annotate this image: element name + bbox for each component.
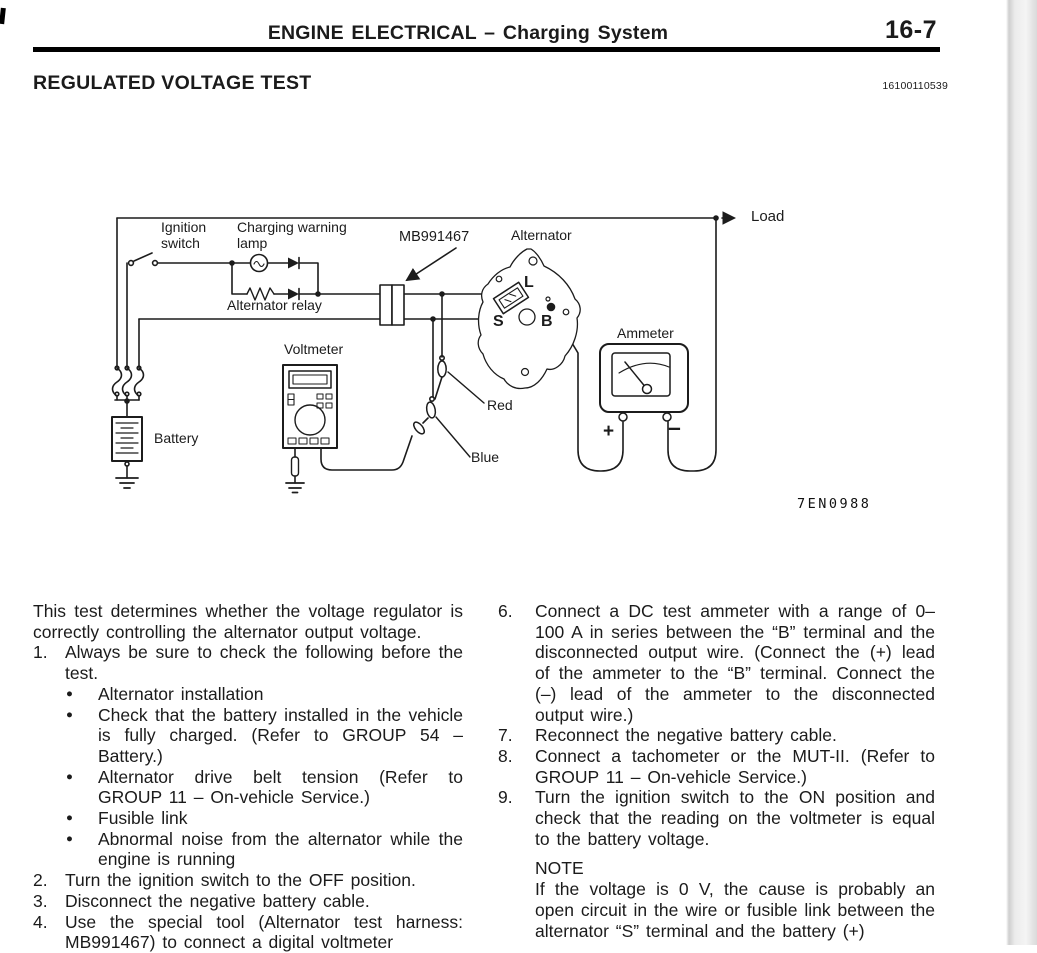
ammeter-minus-label: – <box>668 414 681 440</box>
item-number: 2. <box>33 870 48 891</box>
blue-leader-line <box>436 417 470 457</box>
ammeter-plus-label: + <box>603 421 615 442</box>
mb991467-leader-line <box>407 248 456 280</box>
battery-ground-icon <box>116 478 138 488</box>
test-harness-connector <box>380 248 456 325</box>
list-item <box>33 912 463 953</box>
instructions-left-column <box>33 601 463 953</box>
item-text: Connect a tachometer or the MUT-II. (Refer to GROUP 11 – On-vehicle Service.) <box>535 745 935 787</box>
item-text: Disconnect the negative battery cable. <box>65 890 370 911</box>
bullet-item: ● Alternator installation <box>65 684 463 705</box>
item-number: 6. <box>498 601 513 621</box>
page-number: 16-7 <box>884 16 937 44</box>
warning-lamp-symbol <box>229 255 318 295</box>
bullet-item: ● Abnormal noise from the alternator while the engine is running <box>65 829 463 870</box>
item-number: 8. <box>498 745 513 766</box>
ignition-switch-symbol <box>129 253 232 265</box>
list-item <box>498 746 935 787</box>
terminal-l-label: L <box>524 274 534 291</box>
label-blue-lead: Blue <box>471 449 500 465</box>
b-terminal-dot <box>547 303 556 312</box>
label-battery: Battery <box>154 430 199 446</box>
item-text: Use the special tool (Alternator test harness: MB991467) to connect a digital voltmeter <box>65 911 463 953</box>
section-title: REGULATED VOLTAGE TEST <box>33 72 312 94</box>
label-alternator: Alternator <box>511 227 572 243</box>
figure-id: 7EN0988 <box>797 496 872 512</box>
bullet-item: ● Fusible link <box>65 808 463 829</box>
wiring-diagram <box>0 200 1037 520</box>
terminal-b-label: B <box>541 313 553 330</box>
item-text: Turn the ignition switch to the OFF position. <box>65 870 416 891</box>
item-number: 7. <box>498 725 513 746</box>
list-item <box>498 601 935 725</box>
list-item <box>498 725 935 746</box>
fusible-links <box>113 218 144 404</box>
label-charging-warning-lamp: Charging warning lamp <box>237 219 347 251</box>
s-terminal-wire <box>139 308 506 319</box>
label-ignition-switch: Ignition switch <box>161 219 207 251</box>
label-voltmeter: Voltmeter <box>284 341 344 357</box>
instructions-right-column <box>498 601 935 941</box>
label-ammeter: Ammeter <box>617 325 674 341</box>
wiring-diagram-figure <box>0 200 1037 520</box>
label-load: Load <box>751 208 785 225</box>
note-text: If the voltage is 0 V, the cause is probably an open circuit in the wire or fusible link between the alternator “S” terminal and the battery (+) <box>535 879 935 941</box>
terminal-s-label: S <box>493 313 504 330</box>
item-number: 9. <box>498 787 513 808</box>
red-test-connector <box>435 291 446 399</box>
item-text: Reconnect the negative battery cable. <box>535 725 837 746</box>
list-item <box>33 642 463 870</box>
scan-edge-shadow <box>1006 0 1037 945</box>
item-number: 3. <box>33 890 48 911</box>
red-leader-line <box>448 372 484 403</box>
bullet-item: ● Check that the battery installed in the vehicle is fully charged. (Refer to GROUP 54 – Battery.) <box>65 705 463 767</box>
ammeter-symbol <box>600 344 688 421</box>
item-text: Turn the ignition switch to the ON position and check that the reading on the voltmeter is equal to the battery voltage. <box>535 787 935 849</box>
label-mb991467: MB991467 <box>399 229 470 245</box>
blue-test-connector <box>412 316 437 435</box>
scan-corner-mark <box>0 8 6 24</box>
note-heading: NOTE <box>535 858 584 879</box>
item-number: 4. <box>33 911 48 932</box>
voltmeter-probe <box>292 457 299 476</box>
label-red-lead: Red <box>487 397 513 413</box>
label-alternator-relay: Alternator relay <box>227 297 322 313</box>
section-doc-code: 16100110539 <box>882 80 948 92</box>
item-text: Connect a DC test ammeter with a range of 0–100 A in series between the “B” terminal and the disconnected output wire. (Connect the (+) lead of the ammeter to the “B” terminal. Connect the (–) lead of the ammeter to the disconnected output wire.) <box>535 601 935 725</box>
list-item <box>33 891 463 912</box>
intro-paragraph: This test determines whether the voltage regulator is correctly controlling the alternator output voltage. <box>33 601 463 642</box>
list-item <box>33 870 463 891</box>
list-item <box>498 787 935 849</box>
header-rule <box>33 47 940 52</box>
note-block <box>535 858 935 941</box>
voltmeter-symbol <box>283 365 412 483</box>
diode-icon <box>288 258 299 269</box>
page-header-title: ENGINE ELECTRICAL – Charging System <box>267 22 669 44</box>
bullet-item: ● Alternator drive belt tension (Refer to GROUP 11 – On-vehicle Service.) <box>65 767 463 808</box>
item-number: 1. <box>33 642 48 663</box>
battery-symbol <box>112 400 142 478</box>
item-text: Always be sure to check the following before the test. <box>65 642 463 684</box>
voltmeter-ground-icon <box>286 483 304 493</box>
